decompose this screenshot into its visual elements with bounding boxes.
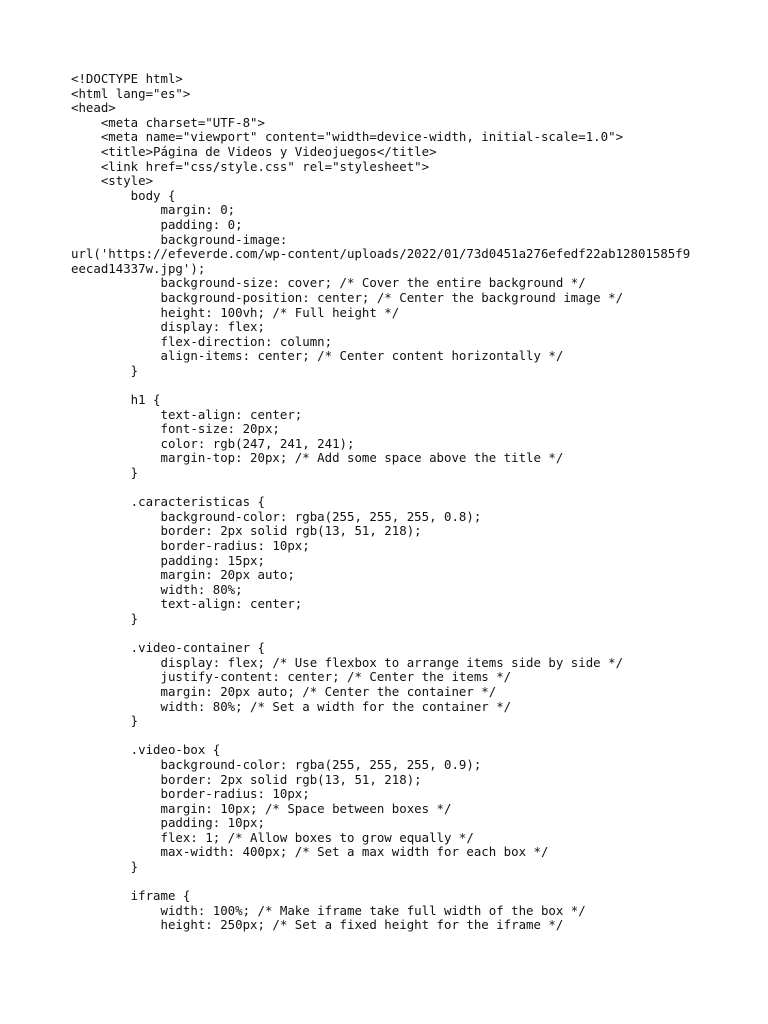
code-line: } [71,713,139,729]
code-line: border: 2px solid rgb(13, 51, 218); [71,771,422,787]
code-line: flex: 1; /* Allow boxes to grow equally */ [71,829,474,845]
code-line: padding: 10px; [71,815,265,831]
code-line: text-align: center; [71,596,303,612]
code-line: <link href="css/style.css" rel="stylesheet"> [71,158,430,174]
code-line: iframe { [71,888,191,904]
code-line: } [71,465,139,481]
code-line: background-image: [71,231,288,247]
code-line [71,875,711,890]
code-line: align-items: center; /* Center content horizontally */ [71,348,564,364]
code-line: .caracteristicas { [71,494,265,510]
code-line: h1 { [71,392,161,408]
code-line: max-width: 400px; /* Set a max width for each box */ [71,844,549,860]
code-line: <head> [71,100,116,116]
code-line: <title>Página de Videos y Videojuegos</title> [71,143,437,159]
code-line: border-radius: 10px; [71,786,310,802]
code-line: color: rgb(247, 241, 241); [71,435,355,451]
code-line [71,378,711,393]
code-line: padding: 0; [71,216,243,232]
code-line: font-size: 20px; [71,421,280,437]
code-line: background-position: center; /* Center the background image */ [71,289,624,305]
code-line: margin: 10px; /* Space between boxes */ [71,800,452,816]
code-line: border: 2px solid rgb(13, 51, 218); [71,523,422,539]
code-line: height: 100vh; /* Full height */ [71,304,400,320]
code-line [71,481,711,496]
code-line: <meta charset="UTF-8"> [71,114,265,130]
code-line: text-align: center; [71,406,303,422]
code-line: justify-content: center; /* Center the items */ [71,669,512,685]
code-line: border-radius: 10px; [71,538,310,553]
code-line: } [71,610,139,626]
code-line: background-color: rgba(255, 255, 255, 0.8); [71,508,482,524]
code-line [71,729,711,744]
code-line: margin: 20px auto; /* Center the container */ [71,683,497,699]
code-line: padding: 15px; [71,552,265,568]
code-line [71,627,711,642]
code-line: display: flex; [71,319,265,335]
code-line: margin: 0; [71,202,236,218]
code-line: } [71,362,139,378]
code-line: margin-top: 20px; /* Add some space above the title */ [71,450,564,466]
code-line: <style> [71,173,154,189]
code-line: <!DOCTYPE html> [71,71,183,86]
code-line: background-size: cover; /* Cover the entire background */ [71,275,586,291]
code-line: } [71,859,139,875]
code-line: flex-direction: column; [71,333,333,349]
code-line: margin: 20px auto; [71,567,295,583]
code-line: width: 100%; /* Make iframe take full width of the box */ [71,902,586,918]
code-line: .video-container { [71,640,265,656]
code-line: url('https://efeverde.com/wp-content/uploads/2022/01/73d0451a276efedf22ab12801585f9 [71,246,691,262]
code-listing [71,72,711,933]
code-line: display: flex; /* Use flexbox to arrange items side by side */ [71,654,624,670]
code-line: eecad14337w.jpg'); [71,260,206,276]
code-line: width: 80%; /* Set a width for the container */ [71,698,512,714]
code-line: <html lang="es"> [71,85,191,101]
code-line: .video-box { [71,742,221,758]
code-line: body { [71,187,176,203]
code-line: <meta name="viewport" content="width=device-width, initial-scale=1.0"> [71,129,624,145]
code-line: background-color: rgba(255, 255, 255, 0.9); [71,756,482,772]
code-line: height: 250px; /* Set a fixed height for the iframe */ [71,917,564,933]
code-line: width: 80%; [71,581,243,597]
